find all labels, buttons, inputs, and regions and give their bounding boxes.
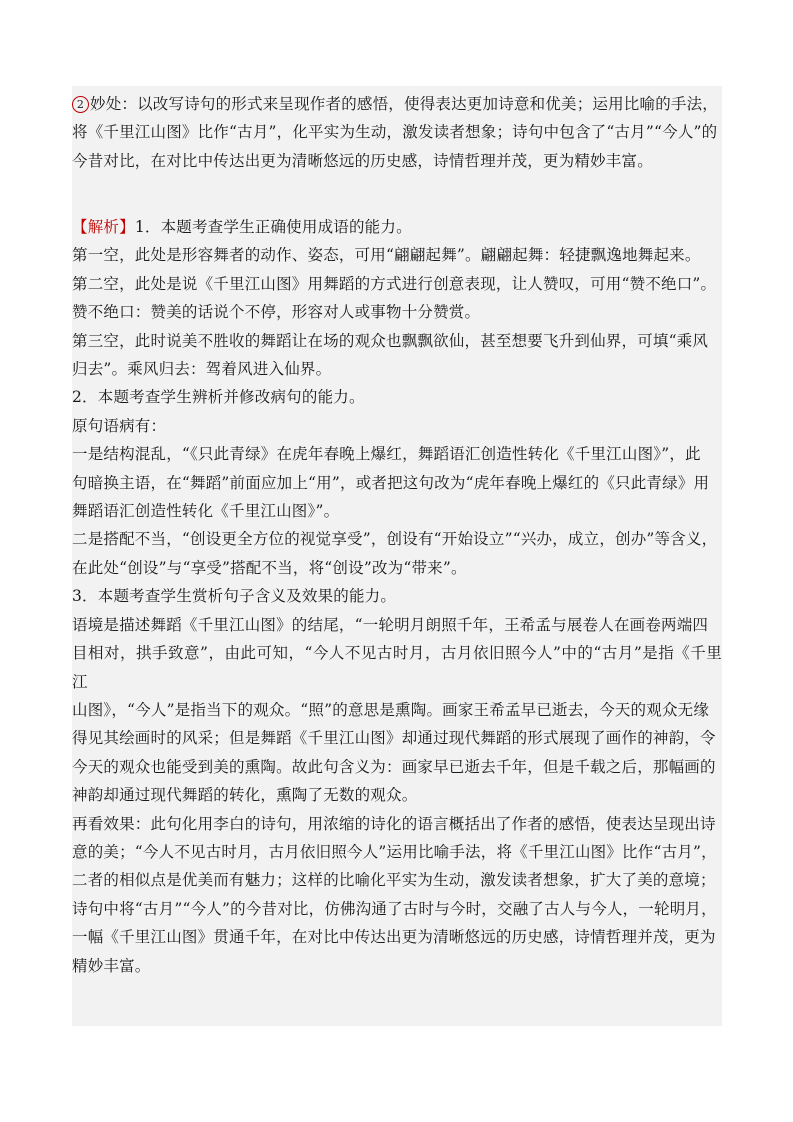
analysis-heading-line	[72, 213, 722, 241]
section-wonder-point	[72, 90, 722, 175]
text-line: 意的美；“今人不见古时月，古月依旧照今人”运用比喻手法，将《千里江山图》比作“古月”，	[72, 842, 717, 861]
text-line: 第二空，此处是说《千里江山图》用舞蹈的方式进行创意表现，让人赞叹，可用“赞不绝口”。	[72, 274, 717, 293]
text-line: 句暗换主语，在“舞蹈”前面应加上“用”，或者把这句改为“虎年春晚上爆红的《只此青绿》用	[72, 473, 710, 492]
text-line: 原句语病有：	[72, 416, 167, 435]
analysis-tag: 【解析】	[72, 218, 135, 236]
text-line: 二是搭配不当，“创设更全方位的视觉享受”，创设有“开始设立”“兴办，成立，创办”等含义，	[72, 530, 718, 549]
text-line: 一幅《千里江山图》贯通千年，在对比中传达出更为清晰悠远的历史感，诗情哲理并茂，更为	[72, 928, 716, 947]
line-text: 妙处：以改写诗句的形式来呈现作者的感悟，使得表达更加诗意和优美；运用比喻的手法，	[90, 95, 719, 113]
text-line: 目相对，拱手致意”，由此可知，“今人不见古时月，古月依旧照今人”中的“古月”是指《千里江	[72, 644, 722, 691]
circled-number-marker: 2	[72, 96, 89, 113]
text-line: 2．本题考查学生辨析并修改病句的能力。	[72, 388, 365, 407]
text-line: 诗句中将“古月”“今人”的今昔对比，仿佛沟通了古时与今时，交融了古人与今人，一轮明月，	[72, 899, 717, 918]
text-line: 第三空，此时说美不胜收的舞蹈让在场的观众也飘飘欲仙，甚至想要飞升到仙界，可填“乘风	[72, 331, 709, 350]
text-line: 二者的相似点是优美而有魅力；这样的比喻化平实为生动，激发读者想象，扩大了美的意境；	[72, 871, 716, 890]
text-line: 第一空，此处是形容舞者的动作、姿态，可用“翩翩起舞”。翩翩起舞：轻捷飘逸地舞起来。	[72, 246, 701, 265]
text-line: 归去”。乘风归去：驾着风进入仙界。	[72, 360, 332, 379]
text-line: 神韵却通过现代舞蹈的转化，熏陶了无数的观众。	[72, 786, 418, 805]
section-analysis	[72, 213, 722, 980]
line-text: 1．本题考查学生正确使用成语的能力。	[134, 218, 412, 236]
text-line: 山图》，“今人”是指当下的观众。“照”的意思是熏陶。画家王希孟早已逝去，今天的观众无缘	[72, 700, 710, 719]
text-line: 再看效果：此句化用李白的诗句，用浓缩的诗化的语言概括出了作者的感悟，使表达呈现出诗	[72, 814, 716, 833]
text-line: 今昔对比，在对比中传达出更为清晰悠远的历史感，诗情哲理并茂，更为精妙丰富。	[72, 151, 653, 170]
text-line: 得见其绘画时的风采；但是舞蹈《千里江山图》却通过现代舞蹈的形式展现了画作的神韵，令	[72, 729, 716, 748]
text-line: 语境是描述舞蹈《千里江山图》的结尾，“一轮明月朗照千年，王希孟与展卷人在画卷两端四	[72, 615, 709, 634]
text-line: 3．本题考查学生赏析句子含义及效果的能力。	[72, 587, 397, 606]
text-line: 一是结构混乱，“《只此青绿》在虎年春晚上爆红，舞蹈语汇创造性转化《千里江山图》”，此	[72, 445, 701, 464]
text-line	[72, 90, 722, 118]
text-line: 舞蹈语汇创造性转化《千里江山图》”。	[72, 502, 340, 521]
text-line: 今天的观众也能受到美的熏陶。故此句含义为：画家早已逝去千年，但是千载之后，那幅画的	[72, 757, 716, 776]
text-line: 将《千里江山图》比作“古月”，化平实为生动，激发读者想象；诗句中包含了“古月”“今人”的	[72, 123, 718, 142]
text-line: 在此处“创设”与“享受”搭配不当，将“创设”改为“带来”。	[72, 558, 467, 577]
text-line: 赞不绝口：赞美的话说个不停，形容对人或事物十分赞赏。	[72, 303, 481, 322]
text-line: 精妙丰富。	[72, 956, 151, 975]
